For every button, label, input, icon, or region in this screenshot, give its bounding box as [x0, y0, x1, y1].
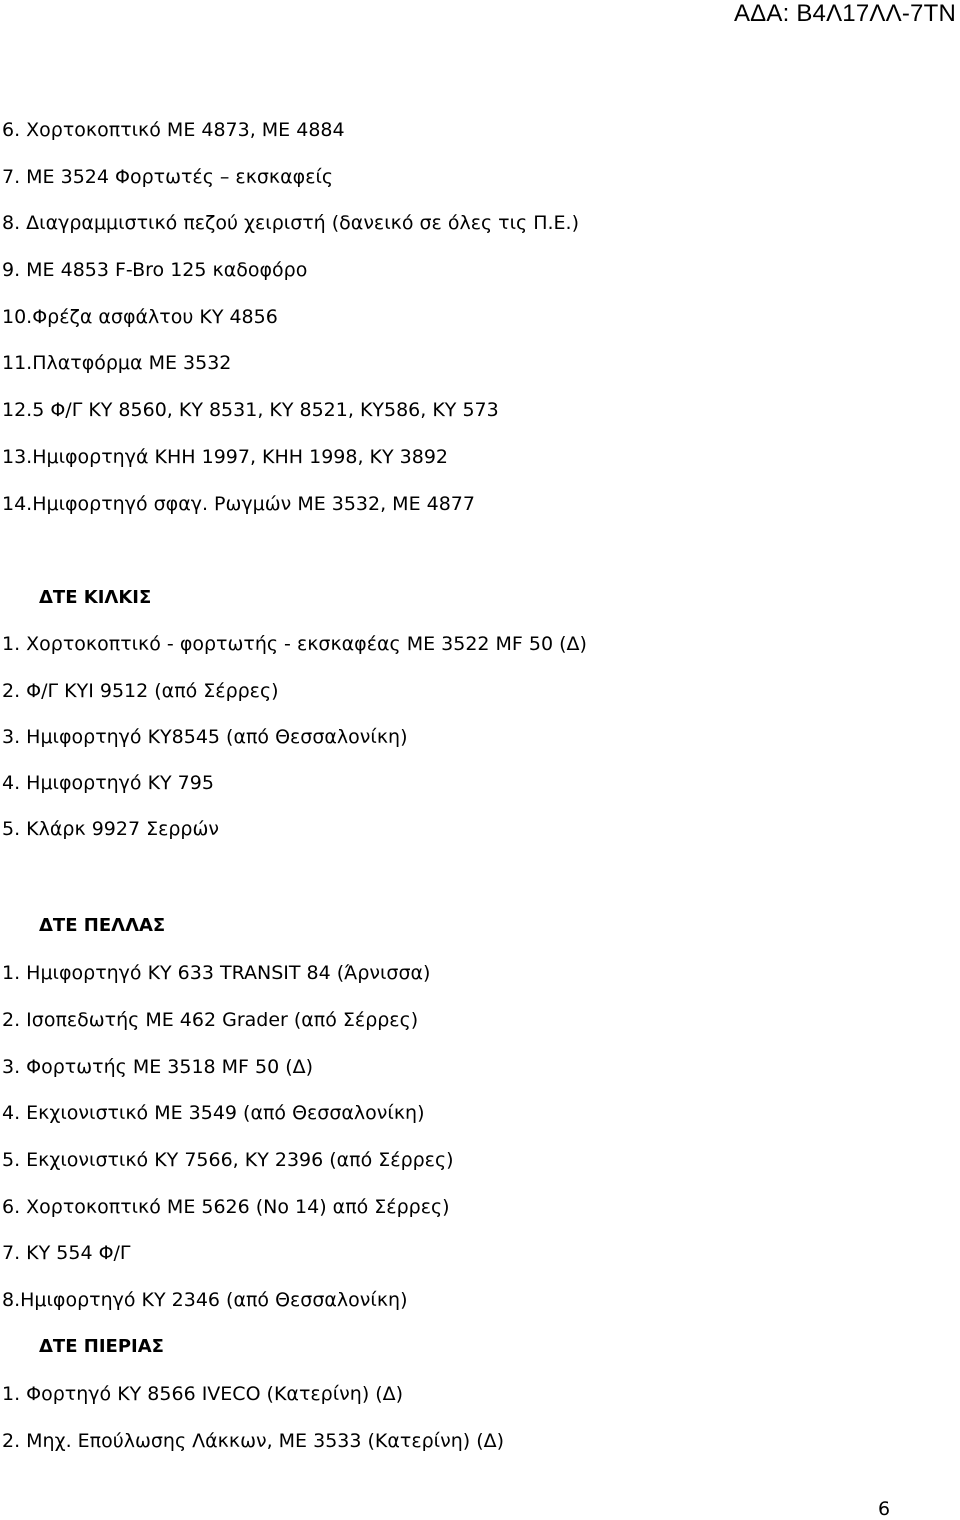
list-item: 1. Ημιφορτηγό ΚΥ 633 TRANSIT 84 (Άρνισσα) — [2, 962, 431, 984]
list-item: 9. ΜΕ 4853 F-Bro 125 καδοφόρο — [2, 259, 308, 281]
list-item: 6. Χορτοκοπτικό ΜΕ 5626 (Νο 14) από Σέρρες) — [2, 1196, 450, 1218]
list-item: 5. Εκχιονιστικό ΚΥ 7566, ΚΥ 2396 (από Σέρρες) — [2, 1149, 454, 1171]
list-item: 4. Εκχιονιστικό ΜΕ 3549 (από Θεσσαλονίκη) — [2, 1102, 425, 1124]
list-item: 13.Ημιφορτηγά ΚΗΗ 1997, ΚΗΗ 1998, ΚΥ 3892 — [2, 446, 448, 468]
list-item: 8.Ημιφορτηγό ΚΥ 2346 (από Θεσσαλονίκη) — [2, 1289, 408, 1311]
list-item: 6. Χορτοκοπτικό ΜΕ 4873, ΜΕ 4884 — [2, 119, 345, 141]
list-item: 2. Φ/Γ ΚΥΙ 9512 (από Σέρρες) — [2, 680, 279, 702]
list-item: 2. Μηχ. Επούλωσης Λάκκων, ΜΕ 3533 (Κατερίνη) (Δ) — [2, 1430, 505, 1452]
list-item: 3. Φορτωτής ΜΕ 3518 MF 50 (Δ) — [2, 1056, 314, 1078]
page-number: 6 — [878, 1498, 891, 1520]
list-item: 14.Ημιφορτηγό σφαγ. Ρωγμών ΜΕ 3532, ΜΕ 4877 — [2, 493, 475, 515]
list-item: 7. ΜΕ 3524 Φορτωτές – εκσκαφείς — [2, 166, 334, 188]
list-item: 7. ΚΥ 554 Φ/Γ — [2, 1242, 131, 1264]
list-item: 10.Φρέζα ασφάλτου ΚΥ 4856 — [2, 306, 278, 328]
section-heading-pellas: ΔΤΕ ΠΕΛΛΑΣ — [39, 915, 166, 936]
list-item: 5. Κλάρκ 9927 Σερρών — [2, 818, 220, 840]
list-item: 4. Ημιφορτηγό ΚΥ 795 — [2, 772, 214, 794]
section-heading-pierias: ΔΤΕ ΠΙΕΡΙΑΣ — [39, 1336, 164, 1357]
list-item: 12.5 Φ/Γ ΚΥ 8560, ΚΥ 8531, ΚΥ 8521, ΚΥ586, ΚΥ 573 — [2, 399, 499, 421]
list-item: 11.Πλατφόρμα ΜΕ 3532 — [2, 352, 232, 374]
ada-code: ΑΔΑ: Β4Λ17ΛΛ-7ΤΝ — [733, 0, 956, 27]
list-item: 8. Διαγραμμιστικό πεζού χειριστή (δανεικό σε όλες τις Π.Ε.) — [2, 212, 580, 234]
list-item: 1. Φορτηγό ΚΥ 8566 IVECO (Κατερίνη) (Δ) — [2, 1383, 404, 1405]
list-item: 3. Ημιφορτηγό ΚΥ8545 (από Θεσσαλονίκη) — [2, 726, 408, 748]
list-item: 1. Χορτοκοπτικό - φορτωτής - εκσκαφέας ΜΕ 3522 MF 50 (Δ) — [2, 633, 587, 655]
section-heading-kilkis: ΔΤΕ ΚΙΛΚΙΣ — [39, 587, 152, 608]
list-item: 2. Ισοπεδωτής ΜΕ 462 Grader (από Σέρρες) — [2, 1009, 419, 1031]
